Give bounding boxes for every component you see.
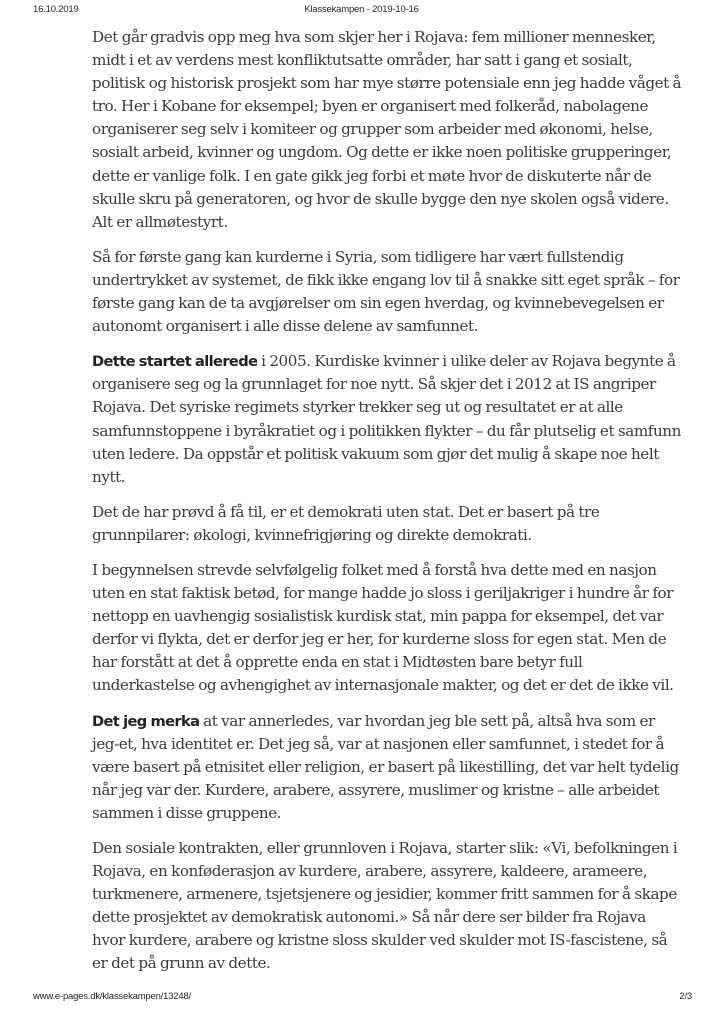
paragraph-text: i 2005. Kurdiske kvinner i ulike deler av Rojava begynte å organisere seg og la grunnlaget for noe nytt. Så skjer det i 2012 at IS angriper Rojava. Det syriske regimets styrker trekker seg ut og resultatet er at alle samfunnstoppene i byråkratiet og i politikken flykter – du får plutselig et samfunn uten ledere. Da oppstår et politisk vakuum som gjør det mulig å skape noe helt nytt.	[92, 352, 681, 486]
paragraph-text: Det de har prøvd å få til, er et demokrati uten stat. Det er basert på tre grunnpilarer: økologi, kvinnefrigjøring og direkte demokrati.	[92, 502, 600, 544]
paragraph-text: Den sosiale kontrakten, eller grunnloven i Rojava, starter slik: «Vi, befolkningen i Rojava, en konføderasjon av kurdere, arabere, assyrere, kaldeere, arameere, turkmenere, armenere, tsjetsjenere og jesidier, kommer fritt sammen for å skape dette prosjektet av demokratisk autonomi.» Så når dere ser bilder fra Rojava hvor kurdere, arabere og kristne sloss skulder ved skulder mot IS-fascistene, så er det på grunn av dette.	[92, 839, 678, 973]
paragraph-text: Det går gradvis opp meg hva som skjer her i Rojava: fem millioner mennesker, midt i et av verdens mest konfliktutsatte områder, har satt i gang et sosialt, politisk og historisk prosjekt som har mye større potensiale enn jeg hadde våget å tro. Her i Kobane for eksempel; byen er organisert med folkeråd, nabolagene organiserer seg selv i komiteer og grupper som arbeider med økonomi, helse, sosialt arbeid, kvinner og ungdom. Og dette er ikke noen politiske grupperinger, dette er vanlige folk. I en gate gikk jeg forbi et møte hvor de diskuterte når de skulle skru på generatoren, og hvor de skulle bygge den nye skolen også videre. Alt er allmøtestyrt.	[92, 28, 682, 231]
page-number: 2/3	[679, 991, 692, 1002]
paragraph-lead: Dette startet allerede	[92, 353, 258, 371]
paragraph-lead: Det jeg merka	[92, 712, 200, 730]
print-footer	[0, 991, 723, 1005]
print-title: Klassekampen - 2019-10-16	[304, 4, 419, 15]
article-paragraph	[92, 559, 682, 698]
paragraph-text: at var annerledes, var hvordan jeg ble sett på, altså hva som er jeg-et, hva identitet er. Det jeg så, var at nasjonen eller samfunnet, i stedet for å være basert på etnisitet eller religion, er basert på likestilling, det var helt tydelig når jeg var der. Kurdere, arabere, assyrere, muslimer og kristne – alle arbeidet sammen i disse gruppene.	[92, 711, 679, 822]
article-body	[92, 26, 682, 988]
article-paragraph	[92, 710, 682, 825]
print-date: 16.10.2019	[33, 4, 79, 15]
article-paragraph	[92, 837, 682, 976]
article-paragraph	[92, 501, 682, 547]
paragraph-text: Så for første gang kan kurderne i Syria, som tidligere har vært fullstendig undertrykket av systemet, de fikk ikke engang lov til å snakke sitt eget språk – for første gang kan de ta avgjørelser om sin egen hverdag, og kvinnebevegelsen er autonomt organisert i alle disse delene av samfunnet.	[92, 247, 680, 336]
print-header	[0, 4, 723, 18]
article-paragraph	[92, 246, 682, 338]
paragraph-text: I begynnelsen strevde selvfølgelig folket med å forstå hva dette med en nasjon uten en stat faktisk betød, for mange hadde jo sloss i geriljakriger i hundre år for nettopp en uavhengig sosialistisk kurdisk stat, min pappa for eksempel, det var derfor vi flykta, det er derfor jeg er her, for kurderne sloss for egen stat. Men de har forstått at det å opprette enda en stat i Midtøsten bare betyr full underkastelse og avhengighet av internasjonale makter, og det er det de ikke vil.	[92, 560, 674, 695]
print-url: www.e-pages.dk/klassekampen/13248/	[33, 991, 191, 1002]
article-paragraph	[92, 26, 682, 234]
article-paragraph	[92, 350, 682, 489]
